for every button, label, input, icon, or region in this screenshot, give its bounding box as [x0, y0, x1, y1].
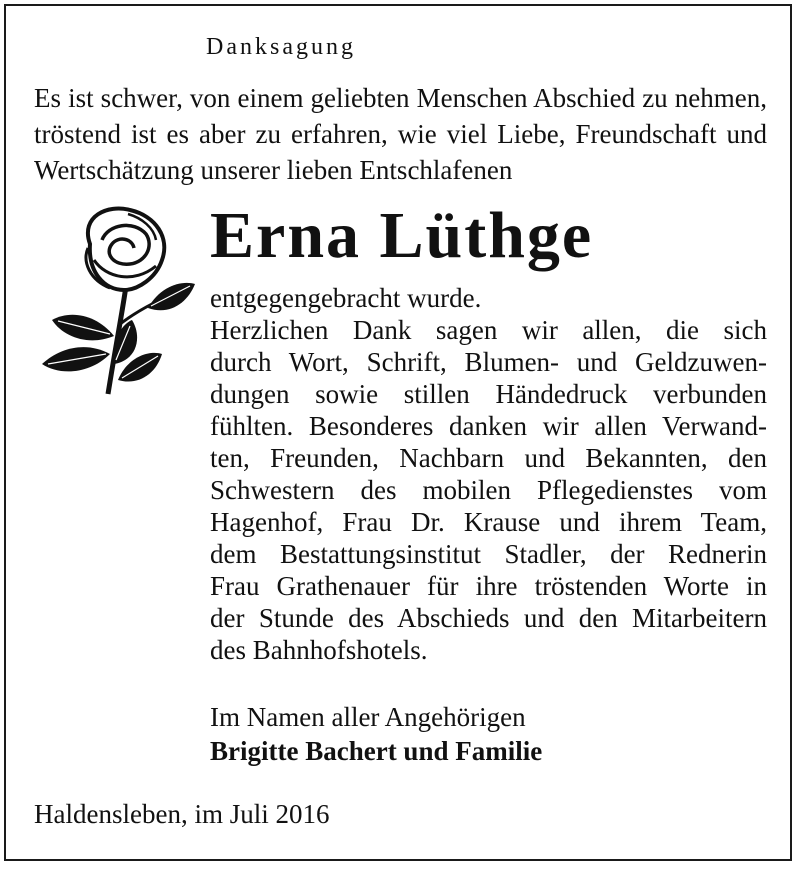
body-line: des Bahnhofshotels.	[210, 635, 428, 665]
notice-heading: Danksagung	[206, 34, 356, 60]
body-line: Herzlichen Dank sagen wir allen, die sich	[210, 315, 767, 345]
body-line: entgegengebracht wurde.	[210, 283, 482, 313]
body-line: durch Wort, Schrift, Blumen- und Geldzuwen-	[210, 347, 767, 377]
body-line: dem Bestattungsinstitut Stadler, der Rednerin	[210, 539, 767, 569]
body-paragraph	[210, 282, 767, 666]
body-line: Schwestern des mobilen Pflegedienstes vom	[210, 475, 767, 505]
body-line: Frau Grathenauer für ihre tröstenden Worte in	[210, 571, 767, 601]
body-line: der Stunde des Abschieds und den Mitarbeitern	[210, 603, 767, 633]
rose-icon	[30, 204, 200, 400]
body-line: ten, Freunden, Nachbarn und Bekannten, den	[210, 443, 767, 473]
signature-name: Brigitte Bachert und Familie	[210, 736, 543, 766]
body-line: fühlten. Besonderes danken wir allen Verwand-	[210, 411, 767, 441]
place-date: Haldensleben, im Juli 2016	[34, 799, 330, 829]
body-line: Hagenhof, Frau Dr. Krause und ihrem Team,	[210, 507, 767, 537]
deceased-name: Erna Lüthge	[210, 199, 594, 272]
body-line: dungen sowie stillen Händedruck verbunden	[210, 379, 767, 409]
intro-paragraph: Es ist schwer, von einem geliebten Menschen Abschied zu nehmen, tröstend ist es aber zu erfahren, wie viel Liebe, Freundschaft und Wertschätzung unserer lieben Entschlafenen	[34, 83, 767, 185]
signature-intro: Im Namen aller Angehörigen	[210, 702, 526, 732]
